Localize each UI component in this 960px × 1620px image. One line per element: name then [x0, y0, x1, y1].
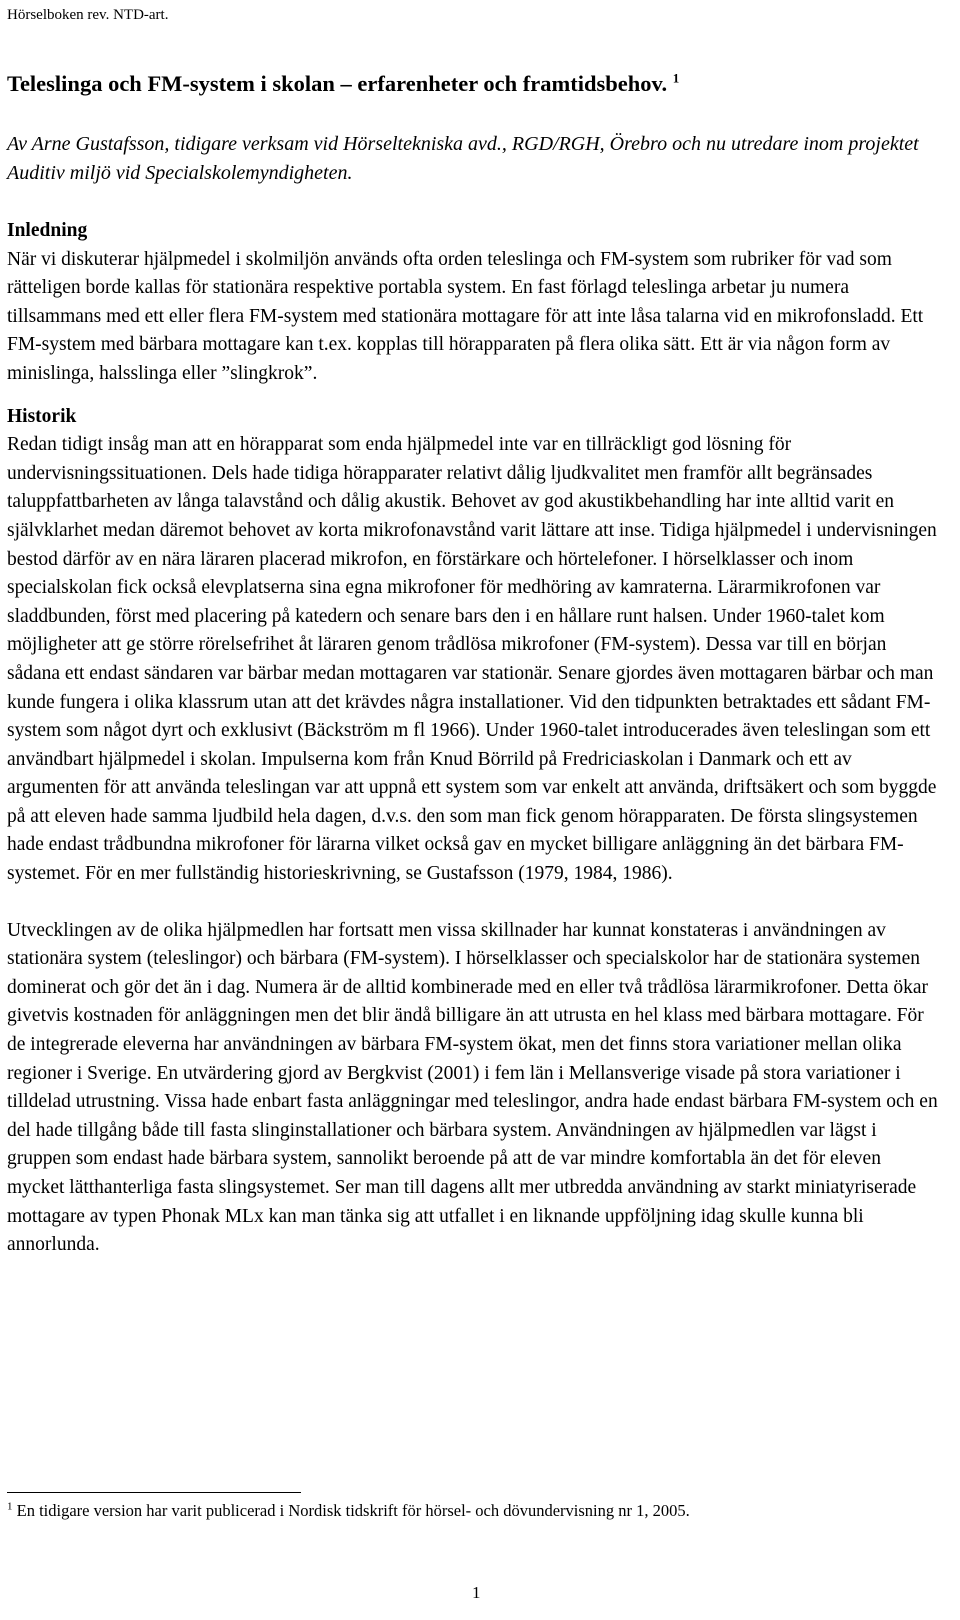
running-header: Hörselboken rev. NTD-art. — [7, 7, 169, 23]
section-text-inledning: När vi diskuterar hjälpmedel i skolmiljön används ofta orden teleslinga och FM-system som rubriker för vad som rätteligen borde kallas för stationära respektive portabla system. En fast förlagd teleslinga arbetar ju numera tillsammans med ett eller flera FM-system med stationära mottagare för att inte låsa talarna vid en mikrofonsladd. Ett FM-system med bärbara mottagare kan t.ex. kopplas till hörapparaten på flera olika sätt. Ett är via någon form av minislinga, halsslinga eller ”slingkrok”. — [7, 248, 924, 384]
author-line: Av Arne Gustafsson, tidigare verksam vid Hörseltekniska avd., RGD/RGH, Örebro och nu utredare inom projektet Auditiv miljö vid Specialskolemyndigheten. — [7, 133, 919, 184]
footnote-marker: 1 — [7, 1500, 13, 1513]
title-text: Teleslinga och FM-system i skolan – erfarenheter och framtidsbehov. — [7, 71, 668, 96]
footnote-divider — [7, 1492, 301, 1493]
section-heading-inledning: Inledning — [7, 220, 88, 241]
page-number: 1 — [472, 1583, 481, 1602]
document-body — [7, 217, 943, 1260]
title-footnote-marker: 1 — [672, 70, 680, 86]
section-text-historik: Redan tidigt insåg man att en hörapparat som enda hjälpmedel inte var en tillräckligt god lösning för undervisningssituationen. Dels hade tidiga hörapparater relativt dålig ljudkvalitet men framför allt begränsades taluppfattbarheten av långa talavstånd och dålig akustik. Behovet av god akustikbehandling har inte alltid varit en självklarhet medan däremot behovet av korta mikrofonavstånd varit lättare att inse. Tidiga hjälpmedel i undervisningen bestod därför av en nära läraren placerad mikrofon, en förstärkare och hörtelefoner. I hörselklasser och inom specialskolan fick också elevplatserna sina egna mikrofoner för medhöring av kamraterna. Lärarmikrofonen var sladdbunden, först med placering på katedern och senare bars den i en hållare runt halsen. Under 1960-talet kom möjligheter att ge större rörelsefrihet åt läraren genom trådlösa mikrofoner (FM-system). Dessa var till en början sådana ett endast sändaren var bärbar medan mottagaren var stationär. Senare gjordes även mottagaren bärbar och man kunde fungera i olika klassrum utan att det krävdes några installationer. Vid den tidpunkten betraktades ett sådant FM-system som något dyrt och exklusivt (Bäckström m fl 1966). Under 1960-talet introducerades även teleslingan som ett användbart hjälpmedel i skolan. Impulserna kom från Knud Börrild på Fredriciaskolan i Danmark och ett av argumenten för att använda teleslingan var att uppnå ett system som var enkelt att använda, driftsäkert och som byggde på att eleven hade samma ljudbild hela dagen, d.v.s. den som man fick genom hörapparaten. De första slingsystemen hade endast trådbundna mikrofoner för lärarna vilket också gav en mycket billigare anläggning än det bärbara FM-systemet. För en mer fullständig historieskrivning, se Gustafsson (1979, 1984, 1986). — [7, 434, 937, 885]
footnote — [7, 1500, 690, 1522]
closing-paragraph: Utvecklingen av de olika hjälpmedlen har fortsatt men vissa skillnader har kunnat konstateras i användningen av stationära system (teleslingor) och bärbara (FM-system). I hörselklasser och specialskolor har de stationära systemen dominerat och gör det än i dag. Numera är de alltid kombinerade med en eller två trådlösa lärarmikrofoner. Detta ökar givetvis kostnaden för anläggningen men det blir ändå billigare än att utrusta en hel klass med bärbara mottagare. För de integrerade eleverna har användningen av bärbara FM-system ökat, men det finns stora variationer mellan olika regioner i Sverige. En utvärdering gjord av Bergkvist (2001) i fem län i Mellansverige visade på stora variationer i tilldelad utrustning. Vissa hade enbart fasta anläggningar med teleslingor, andra hade endast bärbara FM-system och en del hade tillgång både till fasta slinginstallationer och bärbara system. Användningen av hjälpmedlen var lägst i gruppen som endast hade bärbara system, sannolikt beroende på att de var mindre komfortabla än det för eleven mycket lätthanterliga fasta slingsystemet. Ser man till dagens allt mer utbredda användning av starkt miniatyriserade mottagare av typen Phonak MLx kan man tänka sig att utfallet i en liknande uppföljning idag skulle kunna bli annorlunda. — [7, 919, 938, 1256]
document-title — [7, 70, 679, 98]
section-heading-historik: Historik — [7, 405, 77, 427]
footnote-text: En tidigare version har varit publicerad i Nordisk tidskrift för hörsel- och dövundervisning nr 1, 2005. — [12, 1501, 690, 1520]
